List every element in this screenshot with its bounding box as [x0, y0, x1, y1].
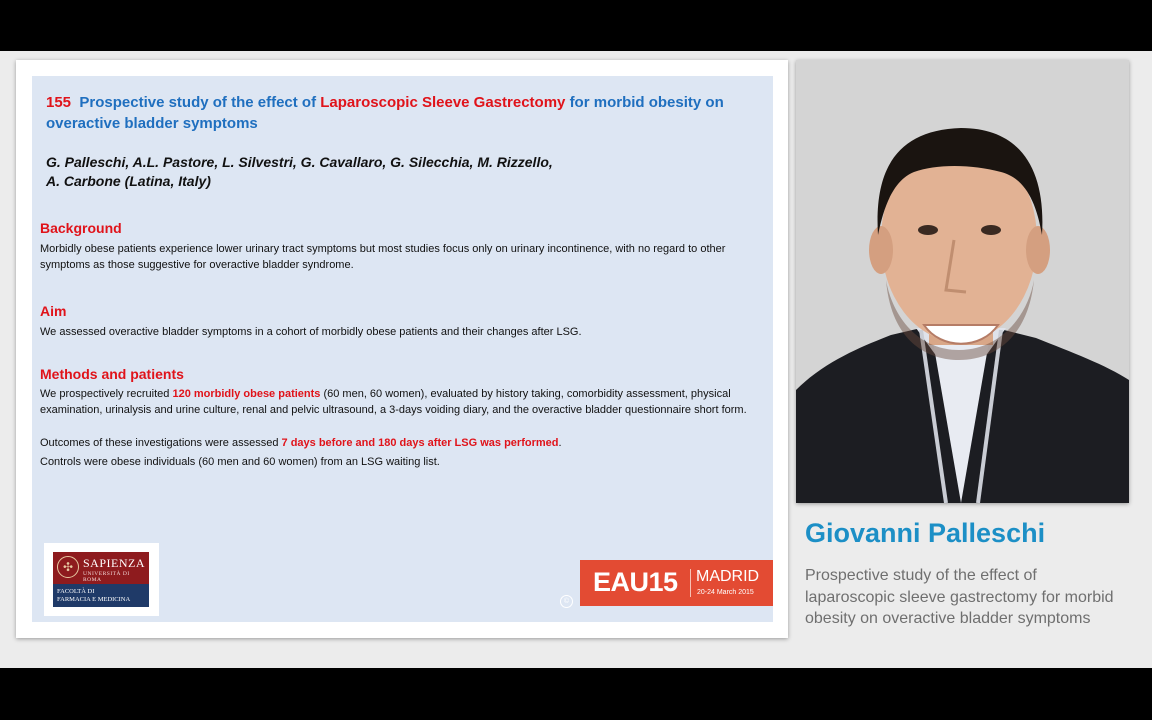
faculty-line-1: FACOLTÀ DI [57, 588, 95, 595]
methods-p2-highlight: 7 days before and 180 days after LSG was performed [281, 437, 559, 449]
authors-line-2: A. Carbone (Latina, Italy) [46, 173, 211, 189]
eau-divider [690, 569, 691, 597]
logo-subtitle: UNIVERSITÀ DI ROMA [83, 571, 130, 583]
speaker-portrait-icon [796, 60, 1129, 503]
title-part-1: Prospective study of the effect of [79, 94, 317, 111]
sapienza-logo-inner [53, 552, 149, 607]
eau-city: MADRID [696, 568, 760, 585]
title-highlight: Laparoscopic Sleeve Gastrectomy [320, 94, 566, 111]
aim-heading: Aim [40, 303, 67, 319]
methods-p2-end: . [558, 437, 562, 449]
authors [46, 153, 766, 191]
sapienza-logo [44, 543, 159, 616]
logo-name: SAPIENZA [83, 556, 146, 570]
methods-p1-start: We prospectively recruited [40, 388, 170, 400]
eau-brand: EAU15 [593, 567, 678, 597]
logo-bottom-band [53, 584, 149, 607]
authors-line-1: G. Palleschi, A.L. Pastore, L. Silvestri, G. Cavallaro, G. Silecchia, M. Rizzello, [46, 154, 553, 170]
logo-top-band [53, 552, 149, 584]
title-part-2: for morbid obesity on overactive bladder symptoms [46, 94, 724, 132]
copyright-icon: © [560, 595, 573, 608]
talk-title: Prospective study of the effect of laparoscopic sleeve gastrectomy for morbid obesity on overactive bladder symptoms [805, 567, 1114, 627]
faculty-line-2: FARMACIA E MEDICINA [57, 596, 131, 603]
methods-paragraph-3: Controls were obese individuals (60 men and 60 women) from an LSG waiting list. [40, 456, 440, 468]
crest-icon: ✣ [57, 556, 79, 578]
speaker-photo [796, 60, 1129, 503]
logo-faculty [57, 588, 147, 604]
background-heading: Background [40, 220, 122, 236]
abstract-number: 155 [46, 94, 72, 111]
eau-dates: 20-24 March 2015 [697, 589, 754, 596]
slide-frame [16, 60, 788, 638]
methods-paragraph-2 [40, 435, 762, 451]
slide-title [46, 92, 766, 134]
methods-heading: Methods and patients [40, 366, 184, 382]
aim-text: We assessed overactive bladder symptoms in a cohort of morbidly obese patients and their changes after LSG. [40, 326, 582, 338]
background-text: Morbidly obese patients experience lower urinary tract symptoms but most studies focus only on urinary incontinence, with no regard to other symptoms as those suggestive for overactive bladder syndrome. [40, 243, 726, 271]
speaker-name: Giovanni Palleschi [805, 518, 1046, 548]
eau-badge [580, 560, 773, 606]
methods-paragraph-1 [40, 386, 762, 418]
methods-p2-start: Outcomes of these investigations were assessed [40, 437, 279, 449]
methods-p1-end: (60 men, 60 women), evaluated by history taking, comorbidity assessment, physical examination, urinalysis and urine culture, renal and pelvic ultrasound, a 3-days voiding diary, and the overactive bladder questionnaire short form. [40, 388, 747, 416]
presentation-slide [32, 76, 773, 622]
methods-p1-highlight: 120 morbidly obese patients [172, 388, 321, 400]
